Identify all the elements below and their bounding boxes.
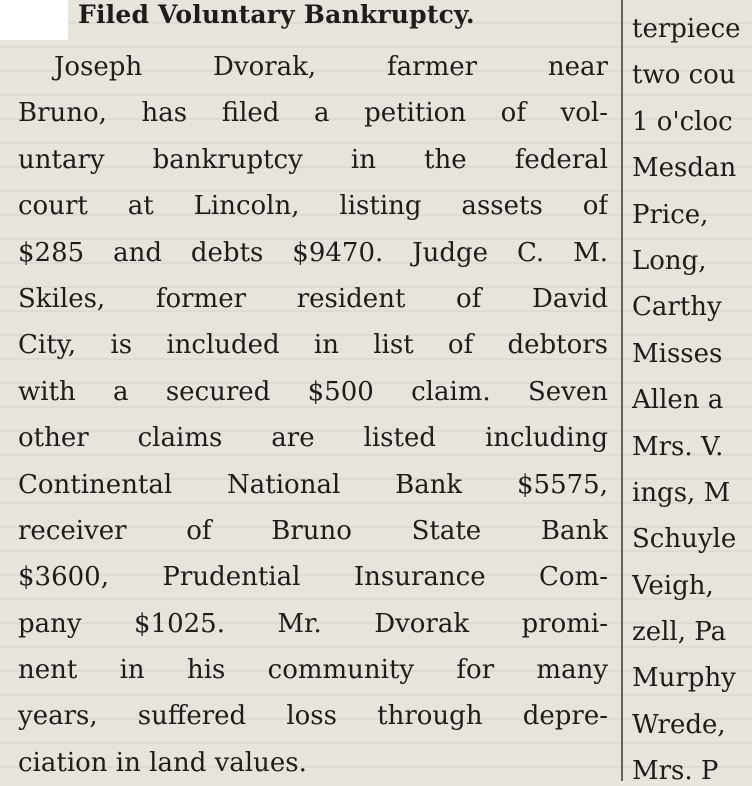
adjacent-line: Veigh,	[632, 570, 714, 601]
article-line: ciation in land values.	[18, 747, 307, 778]
adjacent-line: zell, Pa	[632, 617, 727, 648]
adjacent-line: Long,	[632, 245, 707, 276]
article-line: nent in his community for many	[18, 655, 608, 686]
adjacent-line: Allen a	[632, 385, 724, 416]
article-line: $285 and debts $9470. Judge C. M.	[18, 237, 608, 268]
article-line: other claims are listed including	[18, 423, 608, 454]
adjacent-line: Mrs. V.	[632, 431, 724, 462]
article-line: court at Lincoln, listing assets of	[18, 191, 608, 222]
adjacent-line: Mesdan	[632, 153, 737, 184]
article-line: Continental National Bank $5575,	[18, 469, 608, 500]
article-line: Bruno, has filed a petition of vol-	[18, 98, 608, 129]
article-line: Joseph Dvorak, farmer near	[54, 52, 608, 82]
article-headline: Filed Voluntary Bankruptcy.	[78, 0, 475, 29]
adjacent-column	[632, 0, 752, 781]
adjacent-line: terpiece	[632, 14, 741, 44]
column-divider	[621, 0, 623, 781]
adjacent-line: Price,	[632, 199, 709, 230]
article-line: untary bankruptcy in the federal	[18, 144, 608, 175]
adjacent-line: Mrs. P	[632, 756, 719, 781]
adjacent-line: ings, M	[632, 477, 731, 508]
article-body	[18, 44, 608, 786]
adjacent-line: two cou	[632, 60, 736, 91]
article-line: City, is included in list of debtors	[18, 330, 608, 361]
adjacent-column-lines	[632, 6, 741, 781]
adjacent-line: 1 o'cloc	[632, 106, 733, 137]
adjacent-line: Schuyle	[632, 524, 737, 555]
article-column	[12, 0, 612, 781]
article-line: years, suffered loss through depre-	[18, 701, 608, 732]
article-line: with a secured $500 claim. Seven	[18, 376, 608, 407]
adjacent-line: Carthy	[632, 292, 722, 323]
adjacent-line: Misses	[632, 338, 723, 369]
adjacent-line: Murphy	[632, 663, 736, 694]
adjacent-line: Wrede,	[632, 709, 726, 740]
article-line: Skiles, former resident of David	[18, 283, 608, 314]
article-line: pany $1025. Mr. Dvorak promi-	[18, 608, 608, 639]
article-line: $3600, Prudential Insurance Com-	[18, 562, 608, 593]
article-line: receiver of Bruno State Bank	[18, 515, 608, 546]
